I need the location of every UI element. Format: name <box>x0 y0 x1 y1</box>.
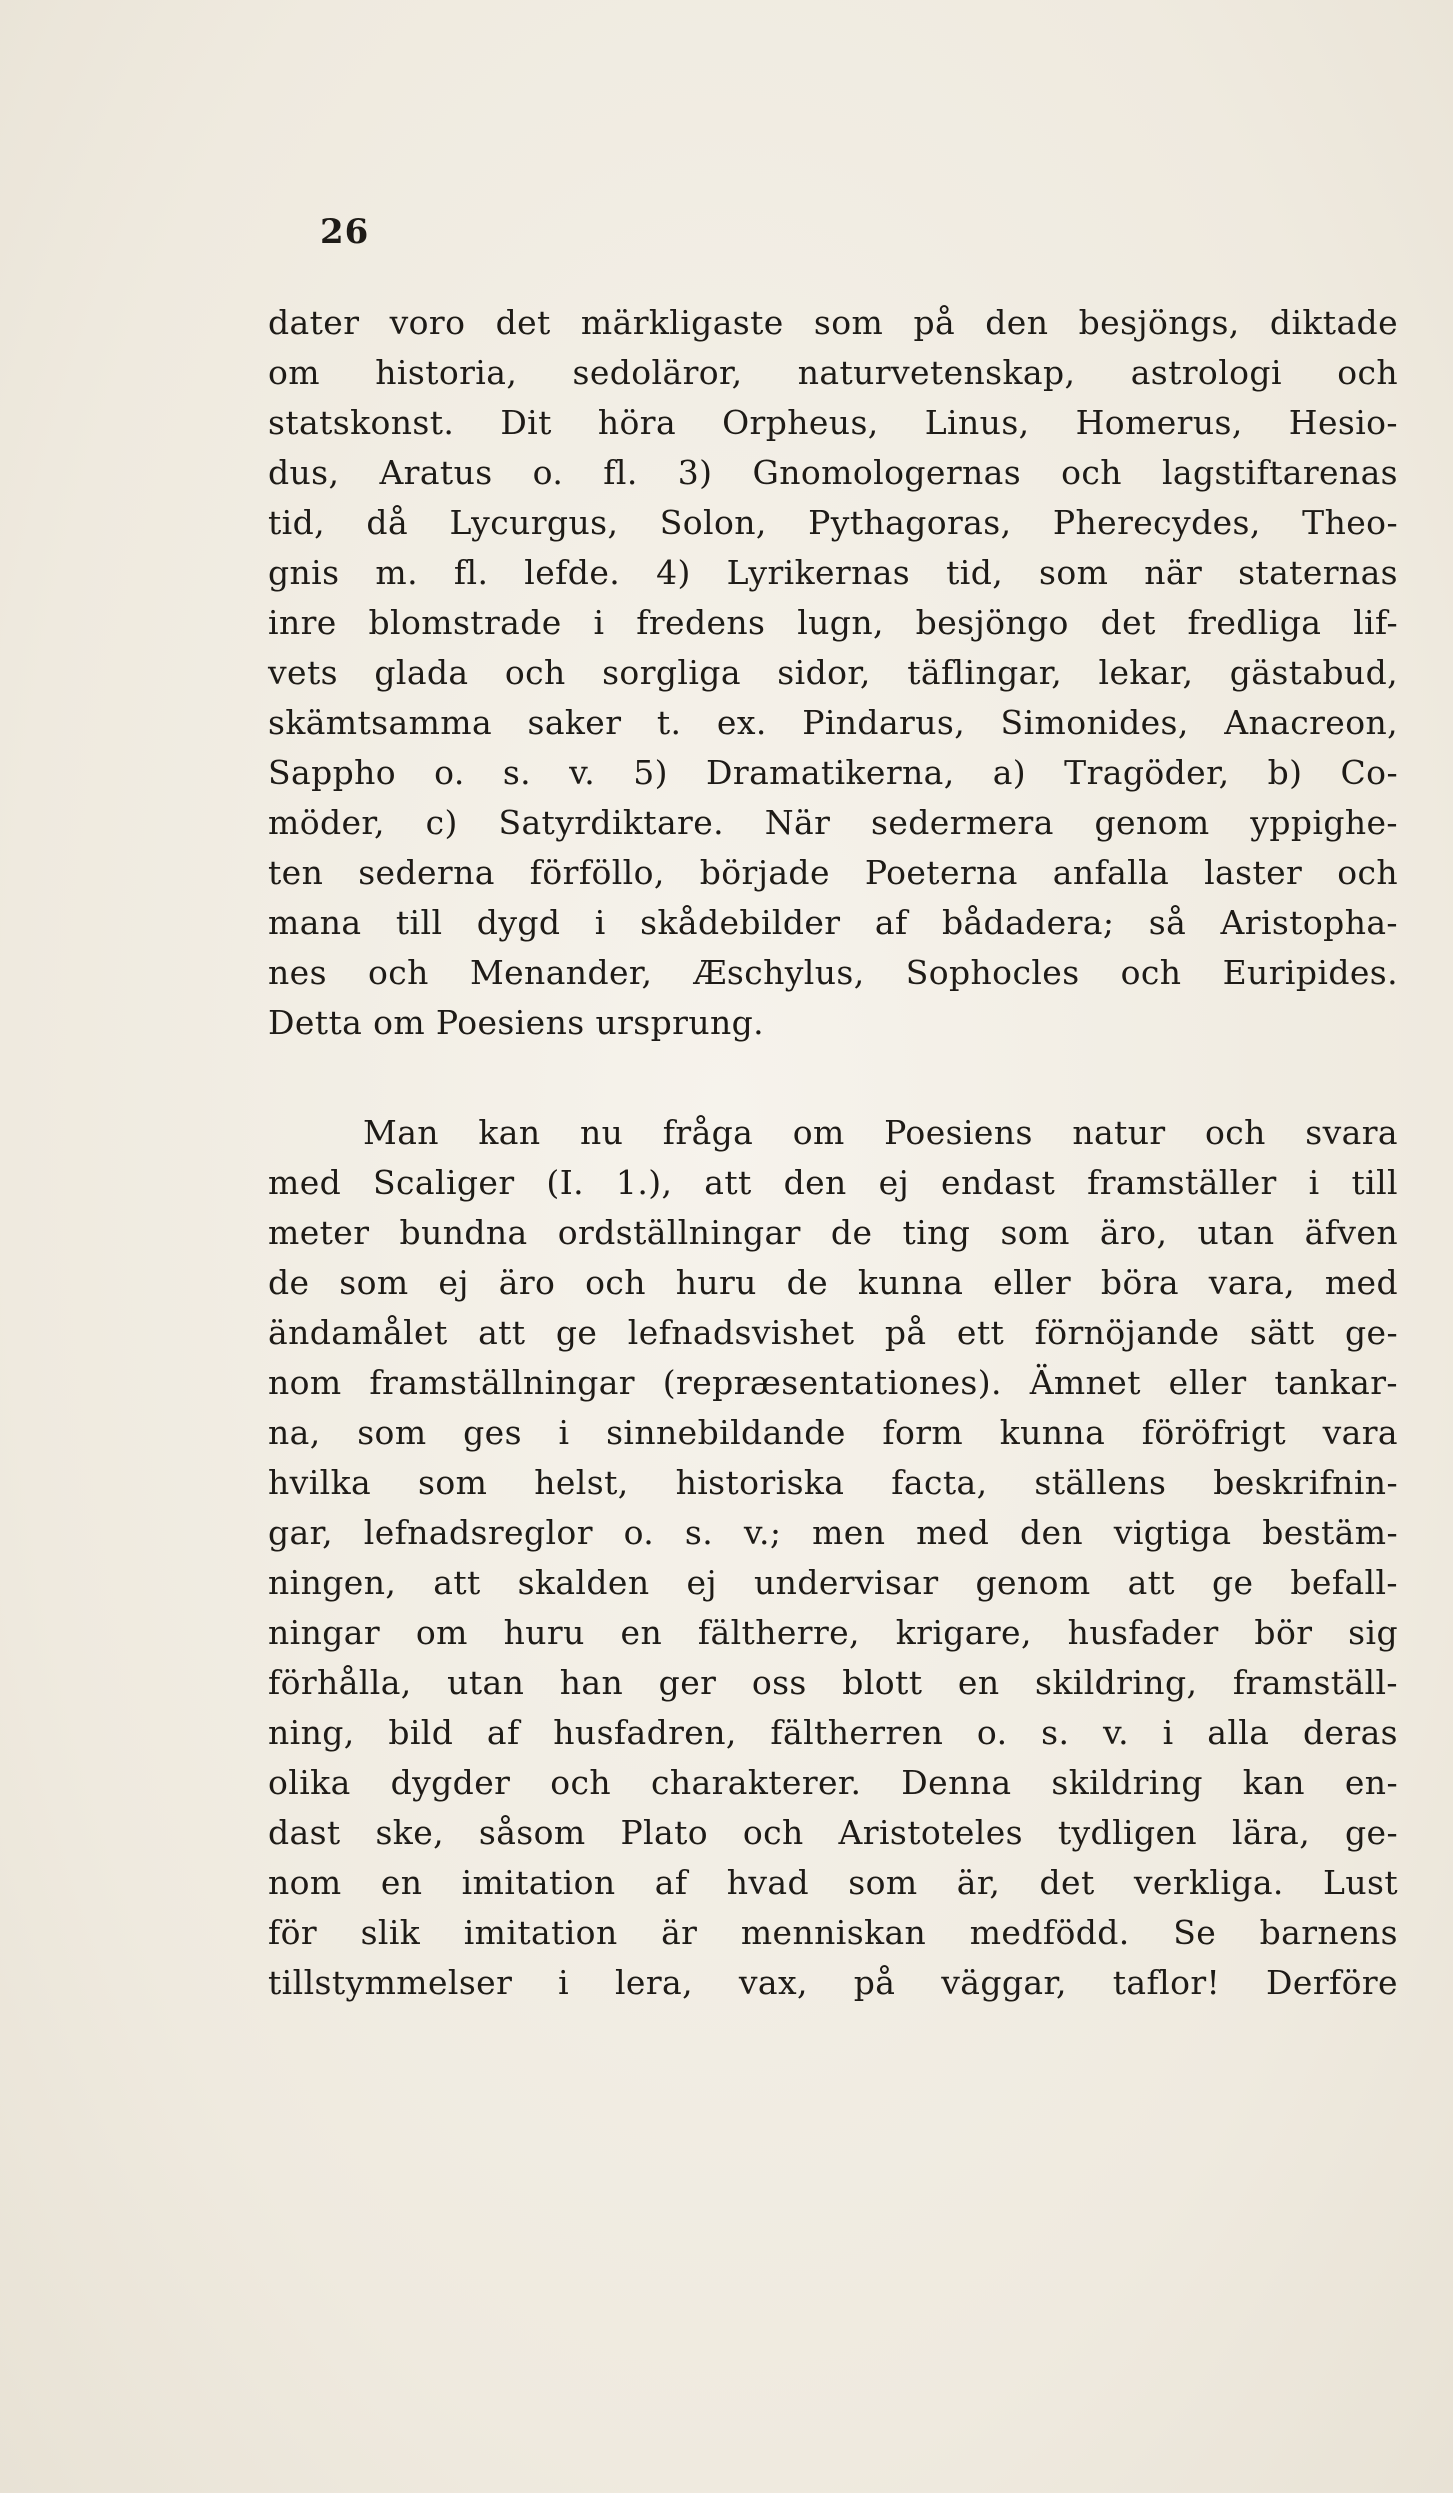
text-line: na, som ges i sinnebildande form kunna föröfrigt vara <box>268 1413 1398 1452</box>
page-number: 26 <box>320 212 370 252</box>
text-line: för slik imitation är menniskan medfödd. Se barnens <box>268 1913 1398 1952</box>
text-line: statskonst. Dit höra Orpheus, Linus, Homerus, Hesio- <box>268 403 1398 442</box>
text-line: inre blomstrade i fredens lugn, besjöngo det fredliga lif- <box>268 603 1398 642</box>
text-line: ändamålet att ge lefnadsvishet på ett förnöjande sätt ge- <box>268 1313 1398 1352</box>
text-line: gar, lefnadsreglor o. s. v.; men med den vigtiga bestäm- <box>268 1513 1398 1552</box>
text-line: hvilka som helst, historiska facta, ställens beskrifnin- <box>268 1463 1398 1502</box>
text-line: Detta om Poesiens ursprung. <box>268 1003 765 1042</box>
text-line: nom framställningar (repræsentationes). Ämnet eller tankar- <box>268 1363 1398 1402</box>
text-line: gnis m. fl. lefde. 4) Lyrikernas tid, som när staternas <box>268 553 1398 592</box>
text-line: med Scaliger (I. 1.), att den ej endast framställer i till <box>268 1163 1398 1202</box>
text-line: möder, c) Satyrdiktare. När sedermera genom yppighe- <box>268 803 1398 842</box>
text-line: vets glada och sorgliga sidor, täflingar, lekar, gästabud, <box>268 653 1398 692</box>
text-line: Sappho o. s. v. 5) Dramatikerna, a) Tragöder, b) Co- <box>268 753 1398 792</box>
text-line: meter bundna ordställningar de ting som äro, utan äfven <box>268 1213 1398 1252</box>
text-line: ningar om huru en fältherre, krigare, husfader bör sig <box>268 1613 1398 1652</box>
text-line: olika dygder och charakterer. Denna skildring kan en- <box>268 1763 1398 1802</box>
text-line: förhålla, utan han ger oss blott en skildring, framställ- <box>268 1663 1398 1702</box>
text-line: tid, då Lycurgus, Solon, Pythagoras, Pherecydes, Theo- <box>268 503 1398 542</box>
text-line: dater voro det märkligaste som på den besjöngs, diktade <box>268 303 1398 342</box>
text-line: tillstymmelser i lera, vax, på väggar, taflor! Derföre <box>268 1963 1398 2002</box>
text-line: nes och Menander, Æschylus, Sophocles och Euripides. <box>268 953 1398 992</box>
text-line: ningen, att skalden ej undervisar genom att ge befall- <box>268 1563 1398 1602</box>
text-line: de som ej äro och huru de kunna eller böra vara, med <box>268 1263 1398 1302</box>
text-line: mana till dygd i skådebilder af bådadera; så Aristopha- <box>268 903 1398 942</box>
paragraph-1 <box>268 298 1398 1048</box>
text-line: dast ske, såsom Plato och Aristoteles tydligen lära, ge- <box>268 1813 1398 1852</box>
text-line: ning, bild af husfadren, fältherren o. s. v. i alla deras <box>268 1713 1398 1752</box>
text-line: dus, Aratus o. fl. 3) Gnomologernas och lagstiftarenas <box>268 453 1398 492</box>
text-line: nom en imitation af hvad som är, det verkliga. Lust <box>268 1863 1398 1902</box>
text-line: ten sederna förföllo, började Poeterna anfalla laster och <box>268 853 1398 892</box>
paragraph-2 <box>268 1108 1398 2008</box>
text-line: Man kan nu fråga om Poesiens natur och svara <box>363 1113 1398 1152</box>
text-line: skämtsamma saker t. ex. Pindarus, Simonides, Anacreon, <box>268 703 1398 742</box>
text-line: om historia, sedoläror, naturvetenskap, astrologi och <box>268 353 1398 392</box>
